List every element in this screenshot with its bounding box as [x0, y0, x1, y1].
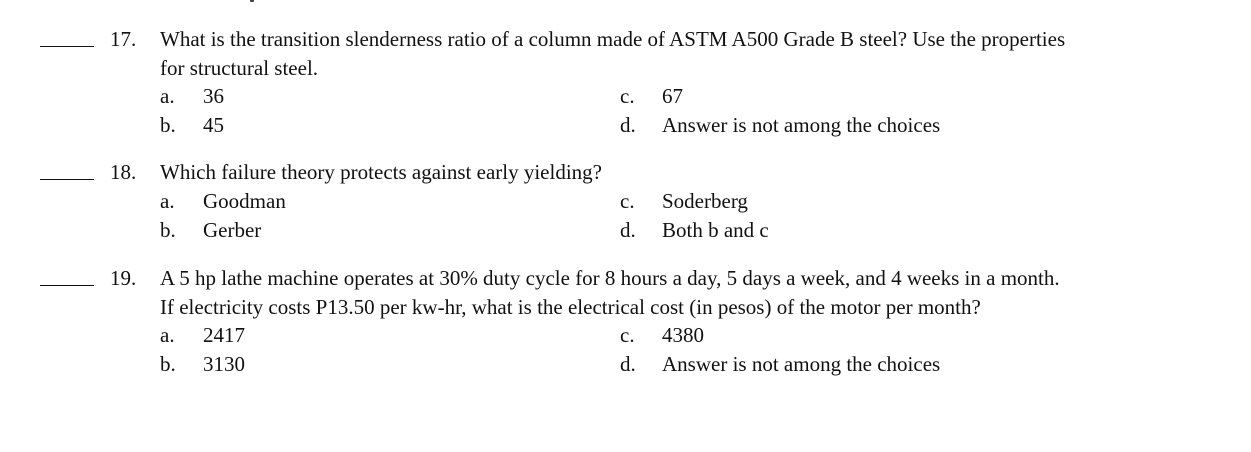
answer-blank[interactable] [40, 285, 94, 286]
question-text [160, 158, 1240, 187]
choice-text: 3130 [203, 352, 245, 376]
answer-blank[interactable] [40, 179, 94, 180]
question-text [160, 25, 1240, 83]
choice-text: 36 [203, 84, 224, 108]
choice-letter: c. [620, 84, 635, 108]
question-text-line: If electricity costs P13.50 per kw-hr, what is the electrical cost (in pesos) of the motor per month? [160, 295, 981, 319]
choice-letter: c. [620, 323, 635, 347]
question-text-line: for structural steel. [160, 56, 319, 80]
choice-letter: d. [620, 352, 636, 376]
question-number: 19. [110, 266, 137, 290]
choice-text: Gerber [203, 218, 262, 242]
question-text-line: A 5 hp lathe machine operates at 30% duty cycle for 8 hours a day, 5 days a week, and 4 weeks in a month. [160, 266, 1060, 290]
choice-text: 4380 [662, 323, 704, 347]
question-text-line: What is the transition slenderness ratio of a column made of ASTM A500 Grade B steel? Use the properties [160, 27, 1066, 51]
choice-letter: c. [620, 189, 635, 213]
choice-text: 2417 [203, 323, 245, 347]
choice-c [0, 82, 1251, 111]
choice-letter: b. [160, 352, 176, 376]
question-text-line: Which failure theory protects against early yielding? [160, 160, 602, 184]
choice-letter: b. [160, 113, 176, 137]
choice-text: Both b and c [662, 218, 769, 242]
choice-letter: d. [620, 218, 636, 242]
question-number: 17. [110, 27, 137, 51]
choice-letter: a. [160, 323, 175, 347]
choice-text: 45 [203, 113, 224, 137]
choice-text: Answer is not among the choices [662, 113, 941, 137]
choice-d [0, 350, 1251, 379]
choice-c [0, 321, 1251, 350]
choice-letter: d. [620, 113, 636, 137]
choice-c [0, 187, 1251, 216]
choice-letter: a. [160, 189, 175, 213]
choice-text: Goodman [203, 189, 286, 213]
choice-text: 67 [662, 84, 683, 108]
choice-d [0, 216, 1251, 245]
question-number: 18. [110, 160, 137, 184]
cropped-text-fragment [250, 0, 254, 2]
choice-letter: b. [160, 218, 176, 242]
answer-blank[interactable] [40, 46, 94, 47]
choice-letter: a. [160, 84, 175, 108]
question-text [160, 264, 1240, 322]
choice-d [0, 111, 1251, 140]
choice-text: Soderberg [662, 189, 748, 213]
choice-text: Answer is not among the choices [662, 352, 941, 376]
